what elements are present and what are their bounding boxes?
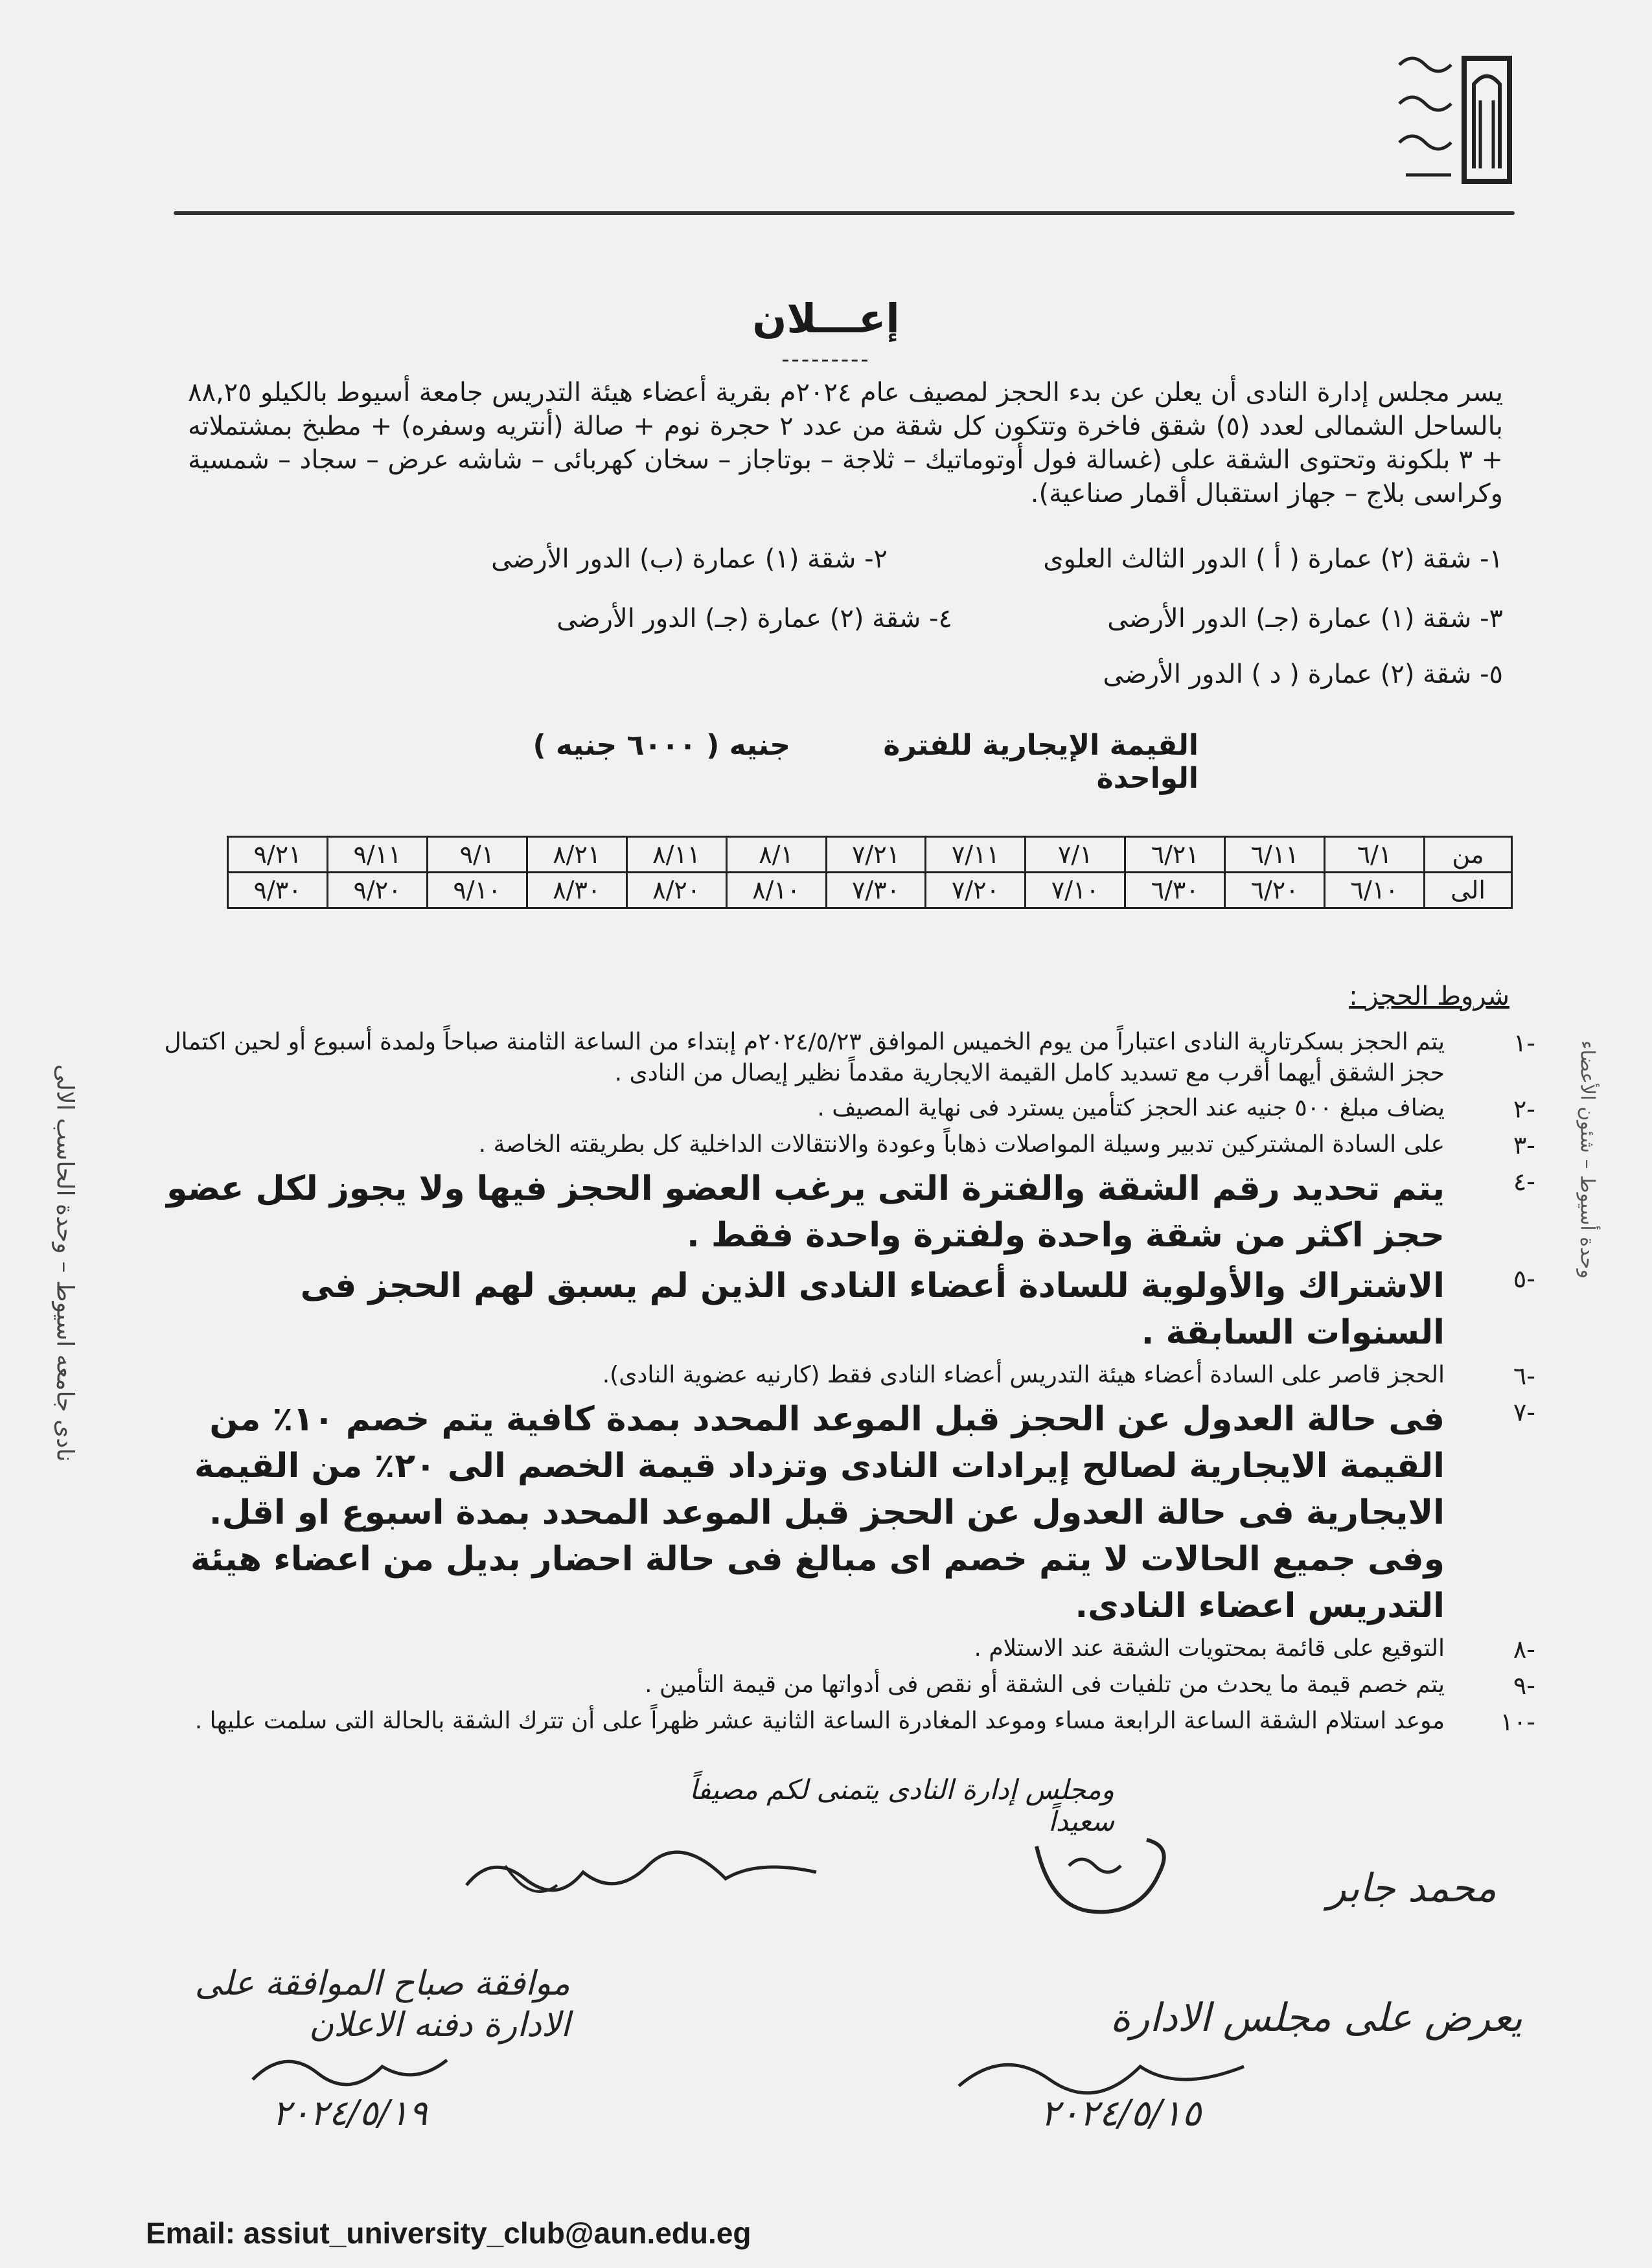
condition-item <box>162 1706 1548 1738</box>
condition-number: -٣ <box>1513 1131 1535 1160</box>
contact-email[interactable]: Email: assiut_university_club@aun.edu.eg <box>146 2216 751 2250</box>
condition-item <box>162 1129 1548 1162</box>
table-cell: ٧/١ <box>1026 837 1125 873</box>
table-cell: ٩/١١ <box>328 837 428 873</box>
header-divider <box>174 211 1515 215</box>
side-note-right: وحدة أسيوط – شئون الأعضاء <box>1576 1040 1599 1279</box>
condition-number: -٦ <box>1513 1362 1535 1390</box>
intro-paragraph: يسر مجلس إدارة النادى أن يعلن عن بدء الحجز لمصيف عام ٢٠٢٤م بقرية أعضاء هيئة التدريس جامعة أسيوط بالكيلو ٨٨,٢٥ بالساحل الشمالى لعدد (٥) شقق فاخرة وتتكون كل شقة من عدد ٢ حجرة نوم + صالة (أنتريه وسفره) + مطبخ بمشتملاته + ٣ بلكونة وتحتوى الشقة على (غسالة فول أوتوماتيك – ثلاجة – بوتاجاز – سخان كهربائى – شاشه عرض – سجاد – شمسية وكراسى بلاج – جهاز استقبال أقمار صناعية). <box>188 378 1504 509</box>
from-header: من <box>1425 837 1512 873</box>
table-row-to <box>228 873 1512 908</box>
conditions-title: شروط الحجز : <box>1349 981 1509 1011</box>
table-cell: ٧/١٠ <box>1026 873 1125 908</box>
conditions-list <box>162 1027 1548 1742</box>
table-cell: ٨/٣٠ <box>527 873 626 908</box>
condition-text: الاشتراك والأولوية للسادة أعضاء النادى الذين لم يسبق لهم الحجز فى السنوات السابقة . <box>300 1266 1445 1352</box>
table-cell: ٩/٢١ <box>228 837 328 873</box>
table-cell: ٨/٢٠ <box>626 873 726 908</box>
condition-number: -١٠ <box>1500 1708 1535 1736</box>
table-cell: ٧/٣٠ <box>826 873 926 908</box>
condition-number: -٤ <box>1513 1167 1535 1196</box>
announcement-title: إعـــلان <box>752 295 900 342</box>
condition-number: -٥ <box>1513 1265 1535 1293</box>
table-cell: ٩/٣٠ <box>228 873 328 908</box>
apartment-3: ٣- شقة (١) عمارة (جـ) الدور الأرضى <box>1107 604 1503 634</box>
table-cell: ٨/١١ <box>626 837 726 873</box>
condition-number: -٨ <box>1513 1635 1535 1664</box>
condition-text: يتم الحجز بسكرتارية النادى اعتباراً من يوم الخميس الموافق ٢٠٢٤/٥/٢٣م إبتداء من الساعة الثامنة صباحاً ولمدة أسبوع أو لحين اكتمال حجز الشقق أيهما أقرب مع تسديد كامل القيمة الايجارية مقدماً نظير إيصال من النادى . <box>164 1029 1445 1086</box>
table-cell: ٧/٢١ <box>826 837 926 873</box>
title-underline: --------- <box>781 347 871 372</box>
signature-left <box>453 1827 842 1918</box>
table-cell: ٧/١١ <box>926 837 1026 873</box>
condition-text: موعد استلام الشقة الساعة الرابعة مساء وموعد المغادرة الساعة الثانية عشر ظهراً على أن تترك الشقة بالحالة التى سلمت عليها . <box>194 1708 1445 1734</box>
table-cell: ٨/١ <box>726 837 826 873</box>
table-cell: ٨/٢١ <box>527 837 626 873</box>
handwritten-note-left: موافقة صباح الموافقة على الادارة دفنه الاعلان <box>194 1964 570 2045</box>
table-cell: ٦/١٠ <box>1325 873 1425 908</box>
condition-number: -٧ <box>1513 1398 1535 1426</box>
condition-item <box>162 1165 1548 1259</box>
apartment-2: ٢- شقة (١) عمارة (ب) الدور الأرضى <box>491 544 888 574</box>
condition-number: -٩ <box>1513 1671 1535 1700</box>
table-cell: ٦/١ <box>1325 837 1425 873</box>
condition-item <box>162 1669 1548 1702</box>
club-logo <box>1386 39 1516 194</box>
condition-text: التوقيع على قائمة بمحتويات الشقة عند الاستلام . <box>974 1635 1445 1662</box>
handwritten-date-right: ٢٠٢٤/٥/١٥ <box>1040 2092 1202 2135</box>
booking-periods-table <box>227 836 1513 909</box>
condition-text: يضاف مبلغ ٥٠٠ جنيه عند الحجز كتأمين يسترد فى نهاية المصيف . <box>817 1095 1445 1121</box>
condition-item <box>162 1360 1548 1392</box>
condition-text: الحجز قاصر على السادة أعضاء هيئة التدريس أعضاء النادى فقط (كارنيه عضوية النادى). <box>602 1362 1445 1388</box>
side-note-left: نادى جامعه اسيوط – وحدة الحاسب الالى <box>51 1064 78 1462</box>
condition-item <box>162 1093 1548 1125</box>
table-cell: ٦/١١ <box>1225 837 1325 873</box>
table-row-from <box>228 837 1512 873</box>
condition-number: -١ <box>1513 1029 1535 1057</box>
condition-item <box>162 1263 1548 1356</box>
handwritten-note-right: يعرض على مجلس الادارة <box>1110 1995 1522 2041</box>
condition-item <box>162 1633 1548 1666</box>
table-cell: ٨/١٠ <box>726 873 826 908</box>
handwritten-date-left: ٢٠٢٤/٥/١٩ <box>272 2092 428 2133</box>
apartment-5: ٥- شقة (٢) عمارة ( د ) الدور الأرضى <box>1103 659 1503 689</box>
condition-number: -٢ <box>1513 1095 1535 1123</box>
signature-center <box>1011 1827 1205 1937</box>
table-cell: ٦/٢٠ <box>1225 873 1325 908</box>
condition-text: على السادة المشتركين تدبير وسيلة المواصلات ذهاباً وعودة والانتقالات الداخلية كل بطريقته الخاصة . <box>478 1131 1445 1158</box>
table-cell: ٧/٢٠ <box>926 873 1026 908</box>
signature-name: محمد جابر <box>1327 1866 1497 1911</box>
rent-label: القيمة الإيجارية للفترة الواحدة <box>883 729 1199 795</box>
closing-line: ومجلس إدارة النادى يتمنى لكم مصيفاً سعيداً <box>689 1774 1114 1837</box>
apartment-1: ١- شقة (٢) عمارة ( أ ) الدور الثالث العلوى <box>1043 544 1503 574</box>
to-header: الى <box>1425 873 1512 908</box>
table-cell: ٩/٢٠ <box>328 873 428 908</box>
initials-left <box>233 2041 466 2099</box>
table-cell: ٦/٢١ <box>1125 837 1225 873</box>
apartment-4: ٤- شقة (٢) عمارة (جـ) الدور الأرضى <box>556 604 952 634</box>
condition-item <box>162 1027 1548 1089</box>
table-cell: ٩/١٠ <box>427 873 527 908</box>
table-cell: ٩/١ <box>427 837 527 873</box>
rent-value: جنيه ( ٦٠٠٠ جنيه ) <box>533 729 790 762</box>
initials-right <box>946 2041 1257 2099</box>
condition-item <box>162 1396 1548 1629</box>
table-cell: ٦/٣٠ <box>1125 873 1225 908</box>
condition-text: يتم خصم قيمة ما يحدث من تلفيات فى الشقة أو نقص فى أدواتها من قيمة التأمين . <box>645 1671 1445 1698</box>
condition-text: يتم تحديد رقم الشقة والفترة التى يرغب العضو الحجز فيها ولا يجوز لكل عضو حجز اكثر من شقة واحدة ولفترة واحدة فقط . <box>166 1169 1445 1255</box>
condition-text: فى حالة العدول عن الحجز قبل الموعد المحدد بمدة كافية يتم خصم ١٠٪ من القيمة الايجارية لصالح إيرادات النادى وتزداد قيمة الخصم الى ٢٠٪ من القيمة الايجارية فى حالة العدول عن الحجز قبل الموعد المحدد بمدة اسبوع او اقل. وفى جميع الحالات لا يتم خصم اى مبالغ فى حالة احضار بديل من اعضاء هيئة التدريس اعضاء النادى. <box>190 1400 1445 1625</box>
